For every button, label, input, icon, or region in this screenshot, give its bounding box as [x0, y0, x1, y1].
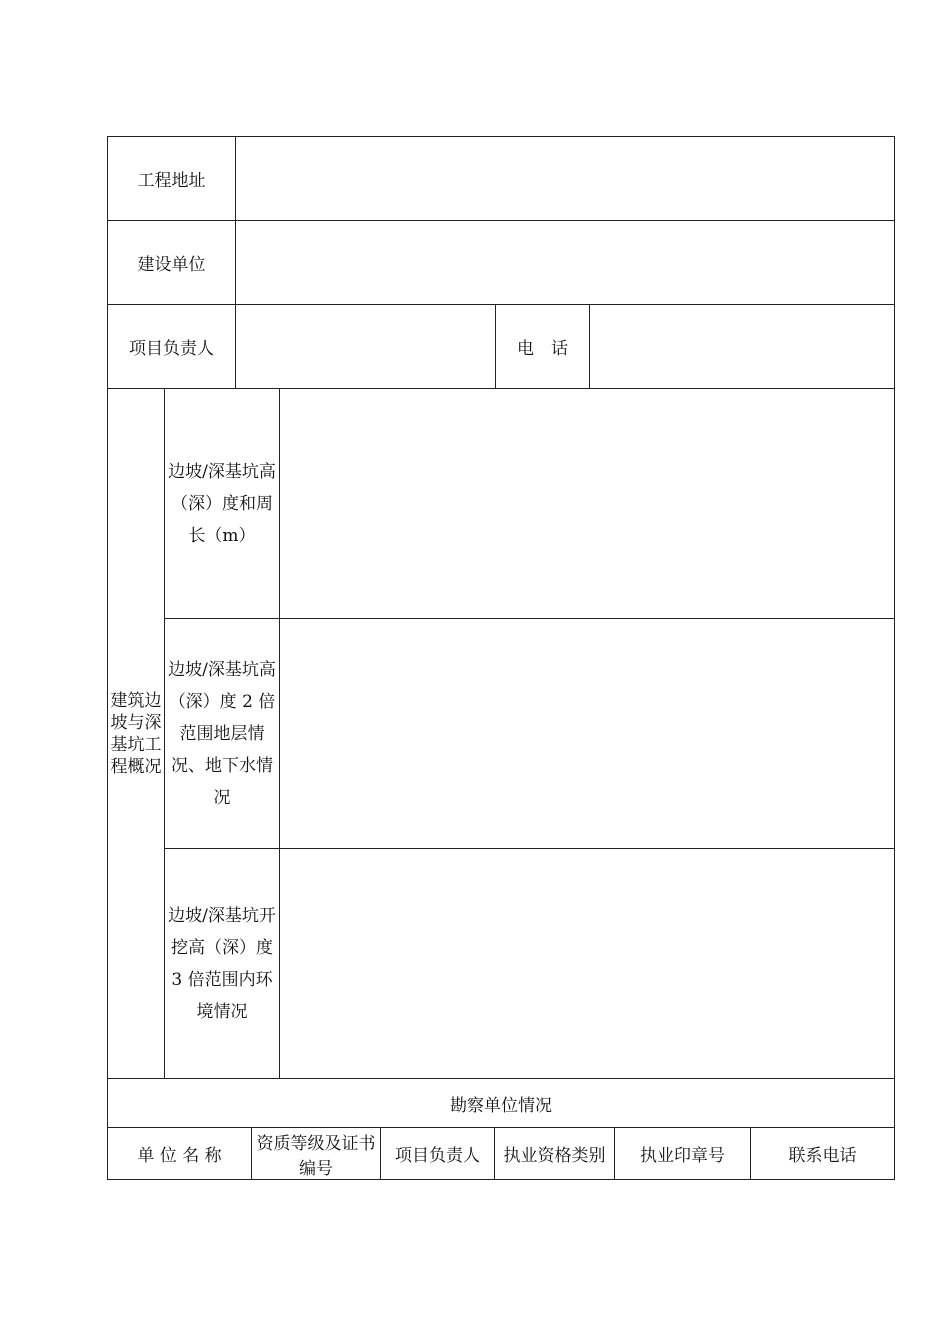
overview-row-label: 边坡/深基坑高（深）度和周长（m） [165, 389, 280, 619]
overview-row-2 [108, 619, 895, 849]
overview-row-1 [108, 389, 895, 619]
project-address-row [108, 137, 895, 221]
construction-unit-label: 建设单位 [108, 221, 236, 305]
survey-section-row [108, 1079, 895, 1128]
survey-header-seal-number: 执业印章号 [615, 1128, 751, 1180]
overview-section-label: 建筑边坡与深基坑工程概况 [108, 389, 165, 1079]
survey-form-table [107, 136, 895, 1180]
phone-label: 电 话 [496, 305, 590, 389]
overview-row-field[interactable] [280, 849, 895, 1079]
survey-header-qualification: 资质等级及证书编号 [252, 1128, 381, 1180]
overview-row-field[interactable] [280, 619, 895, 849]
overview-row-label: 边坡/深基坑高（深）度 2 倍范围地层情况、地下水情况 [165, 619, 280, 849]
project-manager-field[interactable] [236, 305, 496, 389]
overview-row-field[interactable] [280, 389, 895, 619]
project-manager-label: 项目负责人 [108, 305, 236, 389]
survey-header-contact-phone: 联系电话 [751, 1128, 895, 1180]
survey-header-project-manager: 项目负责人 [381, 1128, 495, 1180]
survey-header-qualification-type: 执业资格类别 [495, 1128, 615, 1180]
project-address-field[interactable] [236, 137, 895, 221]
overview-row-label: 边坡/深基坑开挖高（深）度 3 倍范围内环境情况 [165, 849, 280, 1079]
project-address-label: 工程地址 [108, 137, 236, 221]
construction-unit-field[interactable] [236, 221, 895, 305]
overview-row-3 [108, 849, 895, 1079]
survey-header-unit-name: 单 位 名 称 [108, 1128, 252, 1180]
survey-header-row [108, 1128, 895, 1180]
phone-field[interactable] [590, 305, 895, 389]
survey-section-title: 勘察单位情况 [108, 1079, 895, 1128]
project-manager-row [108, 305, 895, 389]
construction-unit-row [108, 221, 895, 305]
